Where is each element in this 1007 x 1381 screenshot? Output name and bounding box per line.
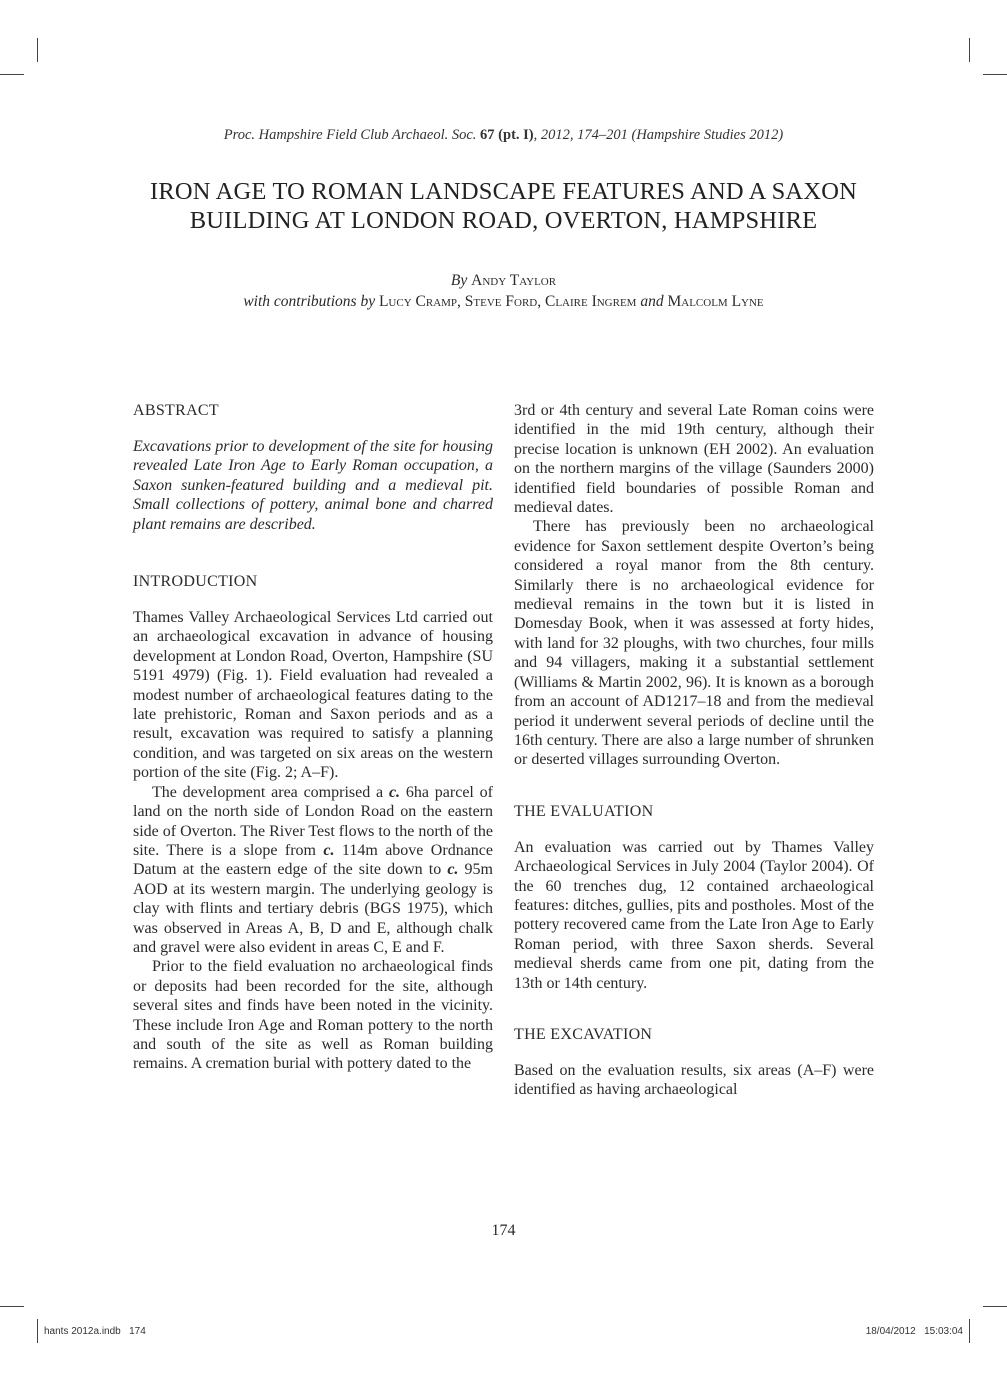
journal-year-pages: , 2012, 174–201 (Hampshire Studies 2012) — [533, 127, 784, 143]
contributors-line: with contributions by Lucy Cramp, Steve Ford, Claire Ingrem and Malcolm Lyne — [243, 293, 764, 310]
crop-mark — [969, 1319, 970, 1343]
title-line: BUILDING AT LONDON ROAD, OVERTON, HAMPSHIRE — [189, 207, 818, 234]
contributor-names: Malcolm Lyne — [667, 293, 764, 310]
paragraph: Thames Valley Archaeological Services Ltd carried out an archaeological excavation in advance of housing development at London Road, Overton, Hampshire (SU 5191 4979) (Fig. 1). Field evaluation had revealed a modest number of archaeological features dating to the late prehistoric, Roman and Saxon periods and as a result, excavation was required to satisfy a planning condition, and was targeted on six areas on the western portion of the site (Fig. 2; A–F). — [133, 609, 493, 782]
crop-mark — [983, 74, 1007, 75]
crop-mark — [969, 38, 970, 62]
paragraph: There has previously been no archaeological evidence for Saxon settlement despite Overton’s being considered a royal manor from the 8th century. Similarly there is no archaeological evidence for medieval remains in the town but it is listed in Domesday Book, when it was assessed at forty hides, with land for 32 ploughs, with two churches, four mills and 94 villagers, making it a substantial settlement (Williams & Martin 2002, 96). It is known as a borough from an account of AD1217–18 and from the medieval period it underwent several periods of decline until the 16th century. There are also a large number of shrunken or deserted villages surrounding Overton. — [514, 518, 874, 769]
author-name: Andy Taylor — [471, 272, 557, 289]
paragraph: An evaluation was carried out by Thames Valley Archaeological Services in July 2004 (Taylor 2004). Of the 60 trenches dug, 12 contained archaeological features: ditches, gullies, pits and postholes. Most of the pottery recovered came from the Late Iron Age to Early Roman period, with three Saxon sherds. Several medieval sherds came from one pit, dating from the 13th or 14th century. — [514, 838, 874, 992]
journal-volume: 67 (pt. I) — [480, 127, 534, 143]
crop-mark — [37, 1319, 38, 1343]
paragraph: The development area comprised a c. 6ha parcel of land on the north side of London Road on the eastern side of Overton. The River Test flows to the north of the site. There is a slope from c. 114m above Ordnance Datum at the eastern edge of the site down to c. 95m AOD at its western margin. The underlying geology is clay with flints and tertiary debris (BGS 1975), which was observed in Areas A, B, D and E, although chalk and gravel were also evident in areas C, E and F. — [133, 783, 493, 956]
crop-mark — [0, 74, 24, 75]
section-heading-evaluation: THE EVALUATION — [514, 802, 654, 820]
page-number: 174 — [491, 1222, 516, 1239]
contributor-names: Lucy Cramp, Steve Ford, Claire Ingrem — [378, 293, 637, 310]
paragraph: Based on the evaluation results, six areas (A–F) were identified as having archaeological — [514, 1061, 874, 1099]
print-slug-date: 18/04/2012 15:03:04 — [865, 1326, 963, 1337]
section-heading-introduction: INTRODUCTION — [133, 573, 258, 591]
crop-mark — [37, 38, 38, 62]
article-title — [100, 177, 907, 235]
section-heading-abstract: ABSTRACT — [133, 402, 219, 419]
crop-mark — [0, 1306, 24, 1307]
paragraph: 3rd or 4th century and several Late Roman coins were identified in the mid 19th century, although their precise location is unknown (EH 2002). An evaluation on the northern margins of the village (Saunders 2000) identified field boundaries of possible Roman and medieval dates. — [514, 402, 874, 517]
byline — [0, 270, 1007, 312]
title-line: IRON AGE TO ROMAN LANDSCAPE FEATURES AND A SAXON — [149, 178, 858, 205]
right-column — [514, 401, 874, 1100]
paragraph: Prior to the field evaluation no archaeological finds or deposits had been recorded for the site, although several sites and finds have been noted in the vicinity. These include Iron Age and Roman pottery to the north and south of the site as well as Roman building remains. A cremation burial with pottery dated to the — [133, 958, 493, 1073]
crop-mark — [983, 1306, 1007, 1307]
journal-name: Proc. Hampshire Field Club Archaeol. Soc. — [223, 127, 477, 143]
left-column — [133, 401, 493, 1074]
section-heading-excavation: THE EXCAVATION — [514, 1025, 653, 1043]
author-line: By Andy Taylor — [450, 272, 557, 289]
abstract-text: Excavations prior to development of the site for housing revealed Late Iron Age to Early Roman occupation, a Saxon sunken-featured building and a medieval pit. Small collections of pottery, animal bone and charred plant remains are described. — [133, 438, 493, 533]
print-slug-file: hants 2012a.indb 174 — [44, 1326, 146, 1337]
journal-citation — [0, 127, 1007, 144]
